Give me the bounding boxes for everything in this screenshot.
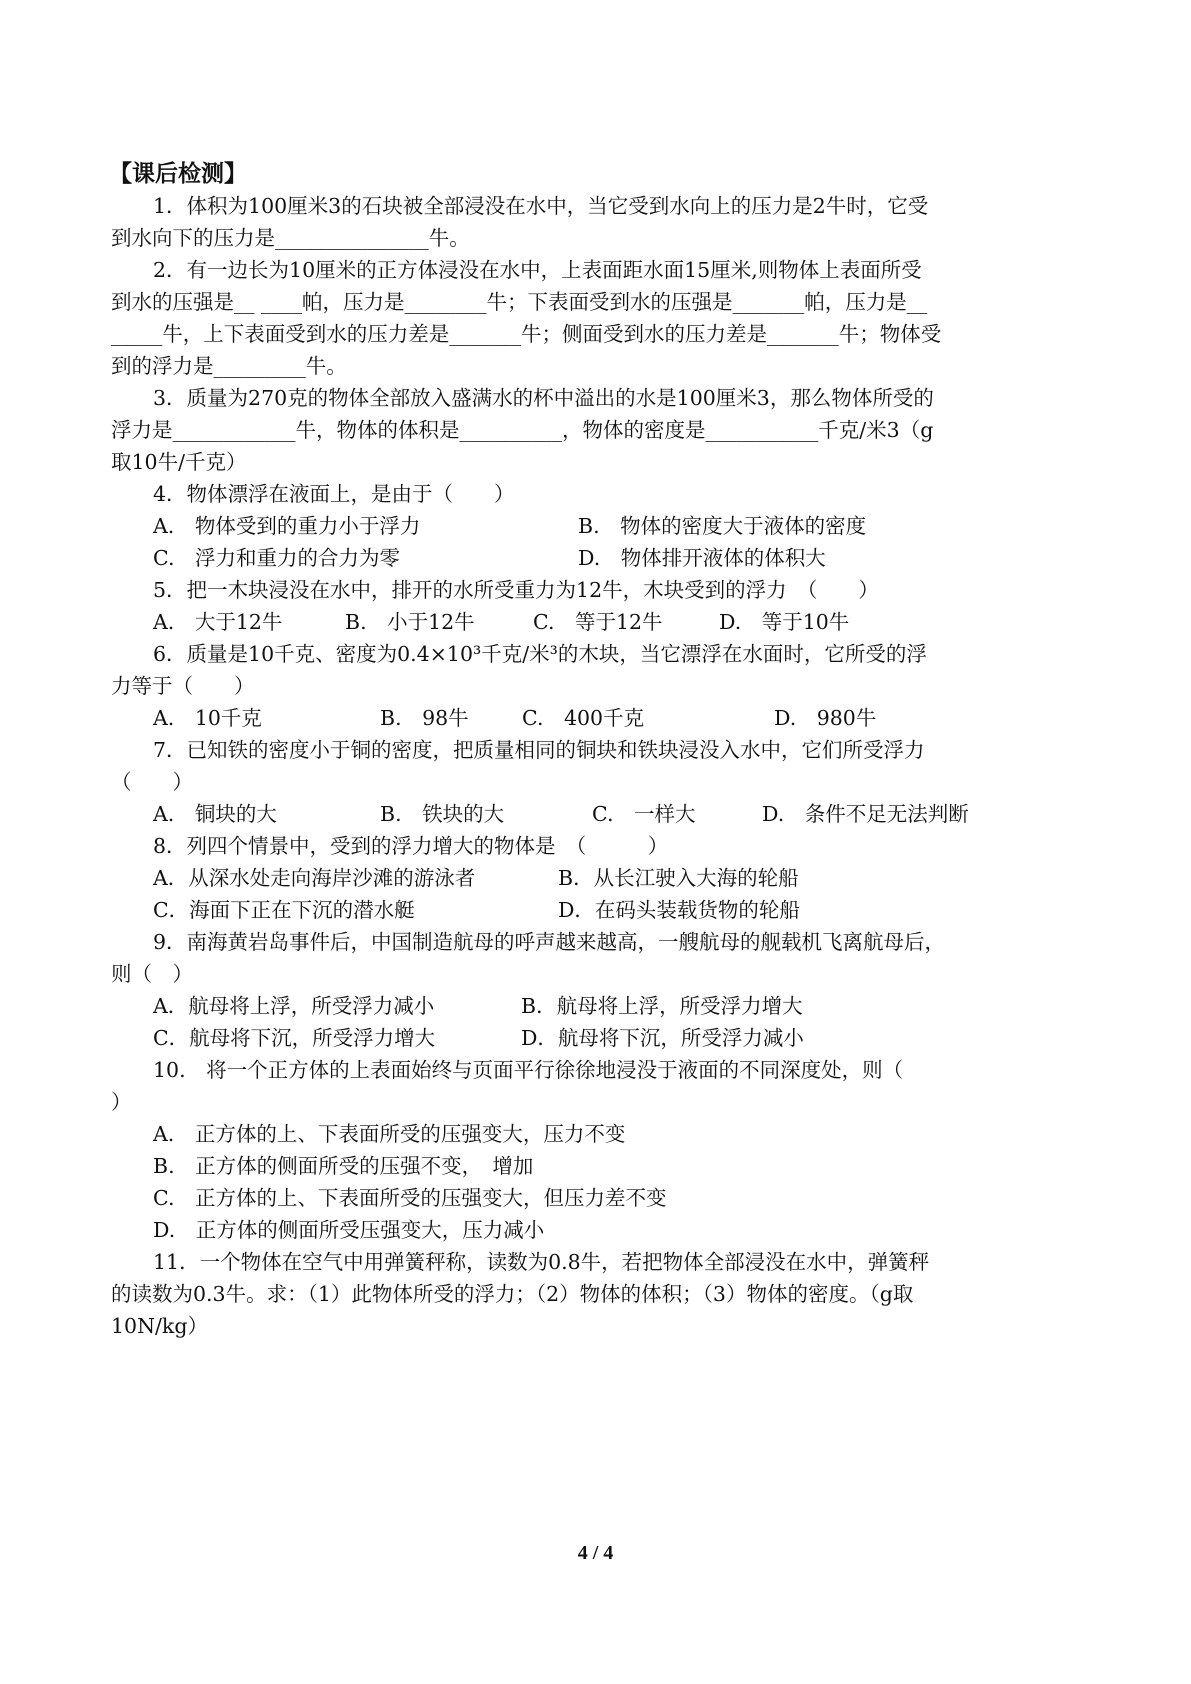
q10-option-c: C. 正方体的上、下表面所受的压强变大，但压力差不变 — [153, 1186, 667, 1210]
q5-stem: 5．把一木块浸没在水中，排开的水所受重力为12牛，木块受到的浮力 （ ） — [153, 578, 879, 602]
q4-option-a: A. 物体受到的重力小于浮力 — [153, 514, 421, 538]
q4-options-row-1 — [111, 510, 1081, 542]
q7-option-c: C. 一样大 — [592, 802, 696, 826]
q10-option-d: D. 正方体的侧面所受压强变大，压力减小 — [153, 1218, 545, 1242]
q2-line-3: _____牛，上下表面受到水的压力差是_______牛；侧面受到水的压力差是_______牛；物体受 — [111, 322, 942, 346]
q9-option-a: A．航母将上浮，所受浮力减小 — [153, 994, 435, 1018]
q9-option-d: D．航母将下沉，所受浮力减小 — [521, 1026, 804, 1050]
q9-options-row-1 — [111, 990, 1081, 1022]
q8-options-row-1 — [111, 862, 1081, 894]
q7-option-b: B. 铁块的大 — [380, 802, 505, 826]
section-heading: 【课后检测】 — [109, 161, 247, 187]
q9-line-2: 则（ ） — [111, 962, 193, 986]
q6-option-d: D. 980牛 — [774, 706, 877, 730]
q10-option-a: A. 正方体的上、下表面所受的压强变大，压力不变 — [153, 1122, 626, 1146]
q10-option-b: B. 正方体的侧面所受的压强不变， 增加 — [153, 1154, 534, 1178]
q1-line-1: 1．体积为100厘米3的石块被全部浸没在水中，当它受到水向上的压力是2牛时，它受 — [153, 194, 929, 218]
q11-line-1: 11．一个物体在空气中用弹簧秤称，读数为0.8牛，若把物体全部浸没在水中，弹簧秤 — [153, 1250, 930, 1274]
q10-line-2: ） — [111, 1090, 132, 1114]
q11-line-2: 的读数为0.3牛。求：（1）此物体所受的浮力；（2）物体的体积；（3）物体的密度。（g取 — [111, 1282, 914, 1306]
q8-option-c: C．海面下正在下沉的潜水艇 — [153, 898, 415, 922]
page-number: 4 / 4 — [577, 1542, 614, 1564]
q6-option-a: A. 10千克 — [153, 706, 262, 730]
q9-option-c: C．航母将下沉，所受浮力增大 — [153, 1026, 436, 1050]
q3-line-2: 浮力是____________牛，物体的体积是__________，物体的密度是___________千克/米3（g — [111, 418, 934, 442]
q8-options-row-2 — [111, 894, 1081, 926]
q8-option-a: A．从深水处走向海岸沙滩的游泳者 — [153, 866, 476, 890]
q9-line-1: 9．南海黄岩岛事件后，中国制造航母的呼声越来越高，一艘航母的舰载机飞离航母后， — [153, 930, 946, 954]
q3-line-3: 取10牛/千克） — [111, 450, 247, 474]
q5-option-d: D. 等于10牛 — [719, 610, 850, 634]
exercise-section — [111, 158, 1081, 1342]
q4-option-c: C. 浮力和重力的合力为零 — [153, 546, 400, 570]
q6-option-b: B. 98牛 — [380, 706, 469, 730]
q9-option-b: B．航母将上浮，所受浮力增大 — [521, 994, 803, 1018]
q8-option-b: B．从长江驶入大海的轮船 — [558, 866, 799, 890]
q6-line-2: 力等于（ ） — [111, 674, 255, 698]
q9-options-row-2 — [111, 1022, 1081, 1054]
q6-option-c: C. 400千克 — [522, 706, 645, 730]
q6-line-1: 6．质量是10千克、密度为0.4×10³千克/米³的木块，当它漂浮在水面时，它所受的浮 — [153, 642, 927, 666]
q1-line-2: 到水向下的压力是_______________牛。 — [111, 226, 470, 250]
q5-option-a: A. 大于12牛 — [153, 610, 283, 634]
q2-line-1: 2．有一边长为10厘米的正方体浸没在水中，上表面距水面15厘米,则物体上表面所受 — [153, 258, 922, 282]
q4-options-row-2 — [111, 542, 1081, 574]
q4-option-b: B. 物体的密度大于液体的密度 — [578, 514, 867, 538]
q5-options-row — [111, 606, 1081, 638]
q7-line-1: 7．已知铁的密度小于铜的密度，把质量相同的铜块和铁块浸没入水中，它们所受浮力 — [153, 738, 925, 762]
q11-line-3: 10N/kg） — [111, 1314, 208, 1338]
q5-option-c: C. 等于12牛 — [533, 610, 663, 634]
q7-option-a: A. 铜块的大 — [153, 802, 277, 826]
q10-line-1: 10. 将一个正方体的上表面始终与页面平行徐徐地浸没于液面的不同深度处，则（ — [153, 1058, 904, 1082]
q4-option-d: D. 物体排开液体的体积大 — [578, 546, 826, 570]
q5-option-b: B. 小于12牛 — [345, 610, 475, 634]
q7-line-2: （ ） — [111, 770, 193, 794]
q2-line-2: 到水的压强是__ ____帕，压力是________牛；下表面受到水的压强是_______帕，压力是__ — [111, 290, 928, 314]
q8-option-d: D．在码头装载货物的轮船 — [558, 898, 800, 922]
q2-line-4: 到的浮力是_________牛。 — [111, 354, 347, 378]
q7-option-d: D. 条件不足无法判断 — [762, 802, 969, 826]
q6-options-row — [111, 702, 1081, 734]
q4-stem: 4．物体漂浮在液面上，是由于（ ） — [153, 482, 515, 506]
q3-line-1: 3．质量为270克的物体全部放入盛满水的杯中溢出的水是100厘米3，那么物体所受的 — [153, 386, 934, 410]
q7-options-row — [111, 798, 1081, 830]
q8-stem: 8．列四个情景中，受到的浮力增大的物体是 （ ） — [153, 834, 669, 858]
